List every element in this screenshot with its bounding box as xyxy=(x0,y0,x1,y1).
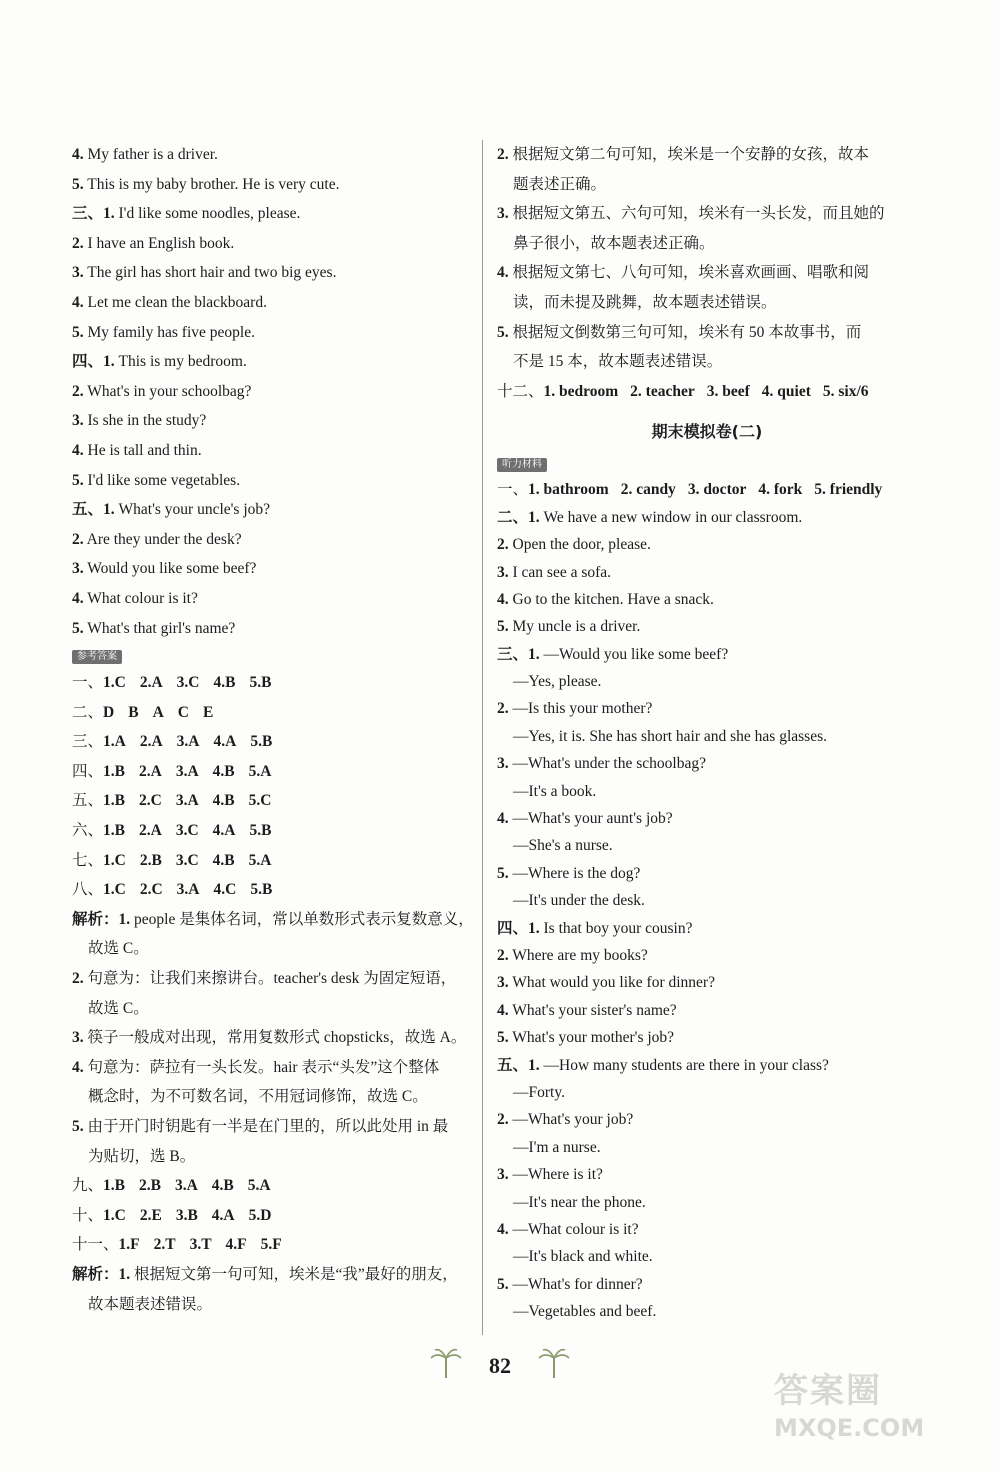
text-line xyxy=(497,641,917,668)
answer-item: 1.A xyxy=(103,733,126,751)
item-text: —Vegetables and beef. xyxy=(513,1303,657,1321)
item-text: —Yes, please. xyxy=(513,673,602,691)
watermark-cn: 答案圈 xyxy=(774,1371,882,1411)
item-text: The girl has short hair and two big eyes. xyxy=(83,264,337,282)
text-line xyxy=(497,942,917,969)
text-line xyxy=(497,1106,917,1133)
answer-item: 1.C xyxy=(103,881,126,899)
item-text: Go to the kitchen. Have a snack. xyxy=(508,590,714,608)
answer-item: 3.A xyxy=(175,792,199,810)
item-number: 5. xyxy=(497,323,509,341)
item-number: 5. xyxy=(497,1029,509,1047)
item-text: —Is this your mother? xyxy=(508,700,653,718)
item-text: What's that girl's name? xyxy=(83,619,236,637)
right-column xyxy=(497,140,917,1325)
text-line xyxy=(72,436,472,466)
answer-item: C xyxy=(177,703,189,721)
answer-item: 5.B xyxy=(249,822,272,840)
item-number: 4. xyxy=(497,1220,509,1238)
text-line xyxy=(497,559,917,586)
answer-row xyxy=(72,1171,472,1201)
text-line xyxy=(497,1189,917,1216)
item-number: 五、1. xyxy=(497,1056,540,1074)
item-number: 4. xyxy=(497,810,509,828)
item-number: 2. xyxy=(72,382,84,400)
answer-key-tag: 参考答案 xyxy=(72,650,122,664)
answer-item: 4.B xyxy=(211,1177,234,1195)
item-text: —It's a book. xyxy=(513,782,597,800)
answer-item: 2.B xyxy=(139,851,162,869)
text-line xyxy=(72,554,472,584)
item-number: 四、1. xyxy=(72,353,115,371)
item-text: —It's under the desk. xyxy=(513,892,645,910)
analysis-continued xyxy=(497,140,917,377)
text-line xyxy=(497,347,917,377)
answer-item: 5.A xyxy=(248,851,272,869)
item-number: 2. xyxy=(497,700,509,718)
listening-text-list xyxy=(72,140,472,643)
item-number: 3. xyxy=(72,264,84,282)
answer-item: 5.B xyxy=(250,733,273,751)
item-number: 4. xyxy=(72,293,84,311)
item-text: —What's your aunt's job? xyxy=(508,810,673,828)
answer-item: 4.A xyxy=(213,733,237,751)
text-line xyxy=(72,406,472,436)
item-text: 为贴切，选 B。 xyxy=(88,1147,196,1165)
answer-row xyxy=(497,377,917,407)
answer-row-label: 四、 xyxy=(72,762,104,780)
answer-item: 3.B xyxy=(175,1206,198,1224)
answer-item: 1. bathroom xyxy=(528,481,609,499)
item-text: 根据短文第七、八句可知，埃米喜欢画画、唱歌和阅 xyxy=(508,264,870,282)
answer-item: 3.C xyxy=(175,822,199,840)
answer-item: 1.C xyxy=(103,851,126,869)
item-number: 解析：1. xyxy=(72,910,131,928)
item-number: 4. xyxy=(72,441,84,459)
answer-item: 1.C xyxy=(103,1206,126,1224)
answer-row xyxy=(72,846,472,876)
text-line xyxy=(497,1052,917,1079)
answer-item: 2. teacher xyxy=(630,382,695,400)
column-divider xyxy=(482,140,483,1335)
text-line xyxy=(497,1243,917,1270)
answer-item: 2.A xyxy=(138,762,162,780)
item-text: —What's under the schoolbag? xyxy=(508,755,706,773)
item-number: 四、1. xyxy=(497,919,540,937)
text-line xyxy=(72,525,472,555)
text-line xyxy=(497,531,917,558)
answer-row xyxy=(72,1230,472,1260)
listening-tag-wrap xyxy=(497,454,917,476)
item-text: 根据短文第五、六句可知，埃米有一头长发，而且她的 xyxy=(508,205,885,223)
listening-script-list xyxy=(497,504,917,1326)
item-text: —Would you like some beef? xyxy=(539,645,729,663)
item-number: 2. xyxy=(497,946,509,964)
answer-item: 5.A xyxy=(248,762,272,780)
item-number: 5. xyxy=(72,619,84,637)
item-text: Where are my books? xyxy=(508,946,648,964)
item-text: Is that boy your cousin? xyxy=(539,919,693,937)
item-number: 2. xyxy=(497,146,509,163)
item-number: 4. xyxy=(497,1001,509,1019)
item-text: 筷子一般成对出现，常用复数形式 chopsticks，故选 A。 xyxy=(83,1029,467,1047)
item-number: 3. xyxy=(497,205,509,223)
answer-row xyxy=(72,668,472,698)
answer-item: 5.D xyxy=(248,1206,272,1224)
answer-item: 4.A xyxy=(212,822,236,840)
text-line xyxy=(72,170,472,200)
item-text: 故选 C。 xyxy=(88,940,149,958)
item-number: 2. xyxy=(72,530,84,548)
answer-item: 2.T xyxy=(153,1236,176,1254)
text-line xyxy=(497,778,917,805)
text-line xyxy=(72,584,472,614)
item-number: 4. xyxy=(72,589,84,607)
answer-row xyxy=(72,816,472,846)
listening-answer-row xyxy=(497,476,917,503)
answer-item: 4.B xyxy=(212,792,235,810)
item-number: 5. xyxy=(72,175,84,193)
palm-tree-icon xyxy=(537,1346,571,1385)
item-text: 概念时，为不可数名词，不用冠词修饰，故选 C。 xyxy=(88,1088,428,1106)
item-number: 二、1. xyxy=(497,508,540,526)
answer-item: 5.B xyxy=(250,881,273,899)
answer-item: 4.A xyxy=(211,1206,235,1224)
text-line xyxy=(72,347,472,377)
answer-key-tag-wrap xyxy=(72,643,472,668)
item-number: 4. xyxy=(497,264,509,282)
text-line xyxy=(497,887,917,914)
text-line xyxy=(497,723,917,750)
text-line xyxy=(497,832,917,859)
item-number: 3. xyxy=(72,560,84,578)
item-number: 4. xyxy=(72,146,84,163)
item-number: 3. xyxy=(497,1166,509,1184)
text-line xyxy=(497,140,917,170)
text-line xyxy=(72,1112,472,1142)
answer-item: 2. candy xyxy=(620,481,676,499)
answer-item: 1.F xyxy=(118,1236,140,1254)
answer-row-label: 一、 xyxy=(497,481,529,499)
answer-row-label: 一、 xyxy=(72,674,104,692)
listening-tag: 听力材料 xyxy=(497,458,547,472)
answer-row xyxy=(72,757,472,787)
answer-row-label: 二、 xyxy=(72,703,104,721)
item-text: He is tall and thin. xyxy=(83,441,202,459)
item-number: 3. xyxy=(497,563,509,581)
text-line xyxy=(72,495,472,525)
item-text: What's your mother's job? xyxy=(508,1029,675,1047)
text-line xyxy=(497,1079,917,1106)
item-text: I have an English book. xyxy=(83,234,235,252)
text-line xyxy=(497,170,917,200)
item-text: 故选 C。 xyxy=(88,999,149,1017)
answer-item: 2.A xyxy=(139,674,163,692)
answer-item: 2.C xyxy=(139,881,163,899)
item-number: 三、1. xyxy=(72,205,115,223)
answer-item: 2.A xyxy=(138,822,162,840)
text-line xyxy=(72,1260,472,1290)
text-line xyxy=(497,1298,917,1325)
item-text: —Where is it? xyxy=(508,1166,603,1184)
item-text: I'd like some vegetables. xyxy=(83,471,241,489)
answer-item: 2.C xyxy=(138,792,162,810)
answer-item: 4.B xyxy=(213,674,236,692)
text-line xyxy=(497,258,917,288)
answer-item: 5.B xyxy=(249,674,272,692)
item-text: 句意为：萨拉有一头长发。hair 表示“头发”这个整体 xyxy=(83,1058,440,1076)
item-number: 三、1. xyxy=(497,645,540,663)
answer-item: 1.B xyxy=(103,762,125,780)
answer-row-label: 十、 xyxy=(72,1206,104,1224)
text-line xyxy=(72,288,472,318)
answer-item: 1.B xyxy=(103,792,125,810)
item-text: We have a new window in our classroom. xyxy=(539,508,803,526)
answer-row xyxy=(72,875,472,905)
item-text: —What's your job? xyxy=(508,1111,634,1129)
item-number: 3. xyxy=(72,1029,84,1047)
answer-row-label: 六、 xyxy=(72,822,104,840)
answer-item: 5. friendly xyxy=(814,481,883,499)
analysis-block xyxy=(72,905,472,1171)
answer-item: 3.C xyxy=(176,674,200,692)
answer-item: 5.A xyxy=(247,1177,271,1195)
answer-row xyxy=(497,476,917,503)
item-text: My family has five people. xyxy=(83,323,255,341)
page-number: 82 xyxy=(489,1352,511,1378)
answer-row-label: 五、 xyxy=(72,792,104,810)
text-line xyxy=(497,969,917,996)
answer-item: 3.C xyxy=(175,851,199,869)
section-title: 期末模拟卷(二) xyxy=(651,422,763,442)
text-line xyxy=(72,140,472,170)
answer-item: 2.A xyxy=(139,733,163,751)
answer-row xyxy=(72,727,472,757)
answer-item: 5.C xyxy=(248,792,272,810)
item-text: —It's near the phone. xyxy=(513,1193,646,1211)
item-number: 五、1. xyxy=(72,501,115,519)
item-text: Is she in the study? xyxy=(83,412,207,430)
text-line xyxy=(72,1082,472,1112)
item-text: —Yes, it is. She has short hair and she has glasses. xyxy=(513,727,828,745)
answer-item: 4. fork xyxy=(758,481,803,499)
watermark xyxy=(774,1363,974,1453)
item-number: 5. xyxy=(497,618,509,636)
answer-item: 3.T xyxy=(189,1236,212,1254)
item-text: What would you like for dinner? xyxy=(508,974,715,992)
answer-item: 3.A xyxy=(174,1177,198,1195)
item-text: people 是集体名词，常以单数形式表示复数意义， xyxy=(130,910,474,928)
answer-item: D xyxy=(103,703,115,721)
text-line xyxy=(497,318,917,348)
text-line xyxy=(497,504,917,531)
item-text: 读，而未提及跳舞，故本题表述错误。 xyxy=(513,293,777,311)
item-text: —What colour is it? xyxy=(508,1220,639,1238)
item-text: —It's black and white. xyxy=(513,1248,653,1266)
item-number: 5. xyxy=(497,1275,509,1293)
item-text: My uncle is a driver. xyxy=(508,618,641,636)
item-text: Would you like some beef? xyxy=(83,560,257,578)
text-line xyxy=(72,1023,472,1053)
item-text: What's in your schoolbag? xyxy=(83,382,252,400)
text-line xyxy=(72,199,472,229)
text-line xyxy=(72,994,472,1024)
item-number: 2. xyxy=(497,1111,509,1129)
analysis-block-2 xyxy=(72,1260,472,1319)
item-text: 由于开门时钥匙有一半是在门里的，所以此处用 in 最 xyxy=(83,1118,449,1135)
text-line xyxy=(497,997,917,1024)
text-line xyxy=(497,1271,917,1298)
item-text: 故本题表述错误。 xyxy=(88,1295,213,1313)
answer-item: 4.B xyxy=(212,851,235,869)
answer-item: 4.B xyxy=(212,762,235,780)
text-line xyxy=(497,695,917,722)
item-number: 解析：1. xyxy=(72,1265,131,1283)
answer-item: A xyxy=(152,703,164,721)
text-line xyxy=(497,805,917,832)
watermark-en: MXQE.COM xyxy=(774,1414,925,1442)
item-number: 2. xyxy=(72,970,84,988)
answer-row-label: 七、 xyxy=(72,851,104,869)
item-text: 句意为：让我们来擦讲台。teacher's desk 为固定短语， xyxy=(83,970,457,988)
answer-item: 3.A xyxy=(176,881,200,899)
answer-item: 2.B xyxy=(138,1177,161,1195)
text-line xyxy=(497,668,917,695)
text-line xyxy=(72,1053,472,1083)
answer-row-label: 八、 xyxy=(72,881,104,899)
answer-item: 5. six/6 xyxy=(822,382,869,400)
text-line xyxy=(72,964,472,994)
item-number: 5. xyxy=(497,864,509,882)
left-column xyxy=(72,140,472,1319)
item-text: Let me clean the blackboard. xyxy=(83,293,267,311)
item-text: I can see a sofa. xyxy=(508,563,612,581)
answer-item: 4.F xyxy=(225,1236,247,1254)
item-text: This is my bedroom. xyxy=(114,353,247,371)
answer-row-label: 三、 xyxy=(72,733,104,751)
text-line xyxy=(497,1024,917,1051)
text-line xyxy=(72,229,472,259)
item-text: 根据短文第二句可知，埃米是一个安静的女孩，故本 xyxy=(508,146,870,163)
text-line xyxy=(72,614,472,644)
answer-row xyxy=(72,698,472,728)
answer-row-12 xyxy=(497,377,917,407)
item-text: What's your uncle's job? xyxy=(114,501,271,519)
answer-item: 1. bedroom xyxy=(543,382,619,400)
item-text: 不是 15 本，故本题表述错误。 xyxy=(513,353,723,371)
answer-item: E xyxy=(202,703,214,721)
palm-tree-icon xyxy=(429,1346,463,1385)
answer-item: 4. quiet xyxy=(761,382,811,400)
text-line xyxy=(72,1142,472,1172)
text-line xyxy=(497,1134,917,1161)
item-text: —How many students are there in your class? xyxy=(539,1056,829,1074)
item-text: Open the door, please. xyxy=(508,536,651,554)
answer-key-list-2 xyxy=(72,1171,472,1260)
text-line xyxy=(497,860,917,887)
text-line xyxy=(497,613,917,640)
item-text: What's your sister's name? xyxy=(508,1001,677,1019)
answer-item: 3. beef xyxy=(706,382,750,400)
answer-item: 3.A xyxy=(176,733,200,751)
text-line xyxy=(497,750,917,777)
text-line xyxy=(497,915,917,942)
item-text: —What's for dinner? xyxy=(508,1275,643,1293)
item-text: My father is a driver. xyxy=(83,146,218,163)
item-number: 3. xyxy=(497,755,509,773)
item-text: Are they under the desk? xyxy=(83,530,242,548)
text-line xyxy=(497,1161,917,1188)
item-number: 3. xyxy=(72,412,84,430)
item-number: 2. xyxy=(72,234,84,252)
item-text: —Forty. xyxy=(513,1083,565,1101)
answer-item: 5.F xyxy=(260,1236,282,1254)
text-line xyxy=(497,1216,917,1243)
item-text: What colour is it? xyxy=(83,589,198,607)
text-line xyxy=(497,229,917,259)
text-line xyxy=(72,934,472,964)
answer-item: 1.C xyxy=(103,674,126,692)
item-text: 根据短文第一句可知，埃米是“我”最好的朋友， xyxy=(130,1265,458,1283)
answer-row-label: 十二、 xyxy=(497,382,544,400)
answer-item: 2.E xyxy=(139,1206,162,1224)
item-text: —She's a nurse. xyxy=(513,837,613,855)
answer-key-list xyxy=(72,668,472,905)
item-number: 2. xyxy=(497,536,509,554)
answer-item: 3.A xyxy=(175,762,199,780)
answer-row xyxy=(72,1201,472,1231)
text-line xyxy=(72,1290,472,1320)
answer-row xyxy=(72,786,472,816)
item-text: This is my baby brother. He is very cute. xyxy=(83,175,340,193)
answer-item: B xyxy=(128,703,139,721)
answer-item: 4.C xyxy=(213,881,237,899)
item-text: —Where is the dog? xyxy=(508,864,641,882)
item-number: 5. xyxy=(72,1118,84,1135)
text-line xyxy=(72,258,472,288)
text-line xyxy=(72,466,472,496)
item-text: 题表述正确。 xyxy=(513,175,607,193)
answer-row-label: 十一、 xyxy=(72,1236,119,1254)
item-number: 5. xyxy=(72,471,84,489)
item-text: —I'm a nurse. xyxy=(513,1138,601,1156)
text-line xyxy=(497,288,917,318)
item-number: 4. xyxy=(497,590,509,608)
answer-item: 1.B xyxy=(103,1177,125,1195)
text-line xyxy=(72,377,472,407)
answer-item: 3. doctor xyxy=(687,481,747,499)
item-text: 鼻子很小，故本题表述正确。 xyxy=(513,234,715,252)
text-line xyxy=(72,905,472,935)
item-text: 根据短文倒数第三句可知，埃米有 50 本故事书，而 xyxy=(508,323,862,341)
item-number: 4. xyxy=(72,1058,84,1076)
text-line xyxy=(497,199,917,229)
text-line xyxy=(497,586,917,613)
item-number: 5. xyxy=(72,323,84,341)
item-text: I'd like some noodles, please. xyxy=(114,205,301,223)
answer-row-label: 九、 xyxy=(72,1177,104,1195)
item-number: 3. xyxy=(497,974,509,992)
answer-item: 1.B xyxy=(103,822,125,840)
text-line xyxy=(72,318,472,348)
